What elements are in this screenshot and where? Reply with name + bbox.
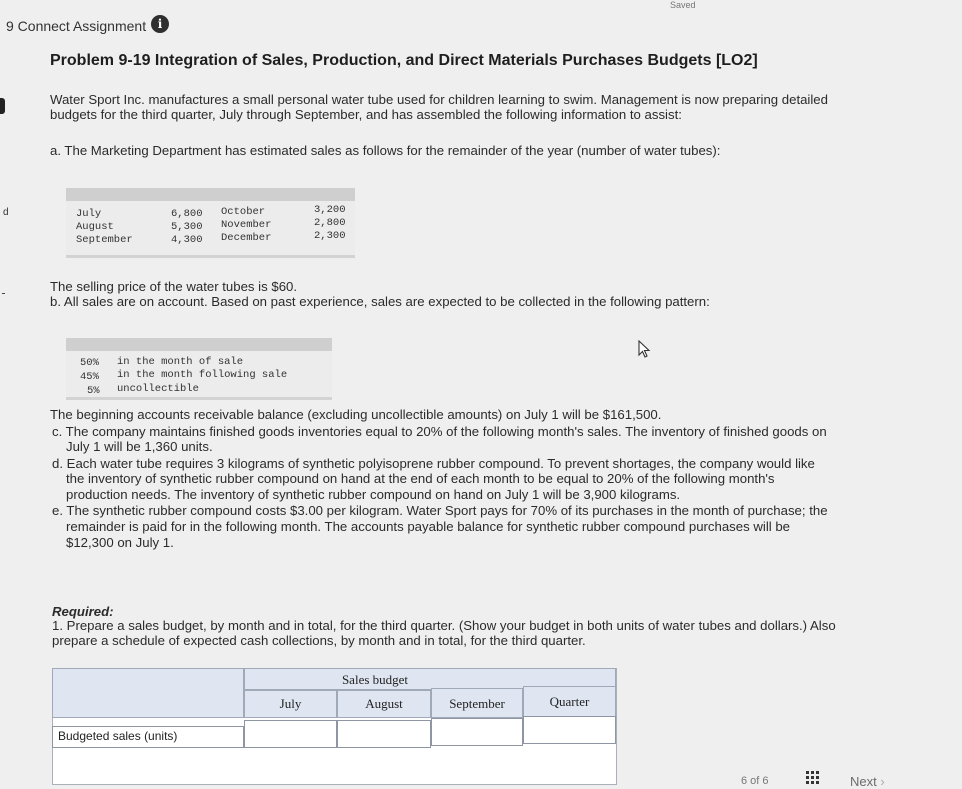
month-label: August: [76, 221, 114, 233]
next-button[interactable]: [850, 774, 885, 789]
unit-value: 6,800: [171, 208, 203, 220]
collection-description: uncollectible: [117, 383, 199, 395]
row-label-budgeted-sales-units: Budgeted sales (units): [52, 726, 244, 748]
column-header-july: July: [244, 690, 337, 718]
mouse-cursor-icon: [637, 340, 653, 360]
selling-price-text: The selling price of the water tubes is $60.: [50, 279, 298, 294]
left-edge-marker: [0, 98, 5, 114]
month-label: October: [221, 206, 266, 218]
info-icon[interactable]: i: [151, 15, 169, 33]
month-label: September: [76, 234, 133, 246]
required-text: 1. Prepare a sales budget, by month and in total, for the third quarter. (Show your budget in both units of water tubes and dollars.) Also: [52, 618, 836, 633]
intro-text-line1: Water Sport Inc. manufactures a small personal water tube used for children learning to swim. Management is now preparing detailed: [50, 92, 828, 107]
problem-title: Problem 9-19 Integration of Sales, Production, and Direct Materials Purchases Budgets [LO2]: [50, 52, 758, 69]
item-c-text: c. The company maintains finished goods inventories equal to 20% of the following month's sales. The inventory of finished goods on: [52, 424, 827, 439]
unit-value: 2,800: [314, 217, 346, 229]
month-label: July: [76, 208, 102, 220]
item-a-text: a. The Marketing Department has estimated sales as follows for the remainder of the year (number of water tubes):: [50, 143, 721, 158]
collection-percent: 5%: [87, 385, 100, 397]
column-header-september: September: [431, 688, 523, 718]
column-header-quarter: Quarter: [523, 686, 616, 718]
ar-balance-text: The beginning accounts receivable balance (excluding uncollectible amounts) on July 1 will be $161,500.: [50, 407, 662, 422]
item-e-text: $12,300 on July 1.: [66, 535, 174, 550]
september-units-input[interactable]: [431, 718, 523, 746]
item-e-text: remainder is paid for in the following month. The accounts payable balance for synthetic rubber compound purchases will be: [66, 519, 791, 534]
left-edge-letter: d: [3, 207, 9, 218]
budget-header-blank: [52, 668, 244, 718]
collection-table-header: [66, 338, 332, 351]
august-units-input[interactable]: [337, 720, 431, 748]
unit-value: 2,300: [314, 230, 346, 242]
saved-status: Saved: [670, 0, 696, 10]
sales-budget-title: Sales budget: [244, 668, 616, 690]
page-indicator: 6 of 6: [741, 775, 769, 787]
item-d-text: production needs. The inventory of synthetic rubber compound on hand on July 1 will be 3,900 kilograms.: [66, 487, 681, 502]
item-d-text: the inventory of synthetic rubber compound on hand at the end of each month to be equal to 20% of the following month's: [66, 471, 775, 486]
assignment-title: 9 Connect Assignment: [6, 18, 147, 34]
july-units-input[interactable]: [244, 720, 337, 748]
quarter-units-cell[interactable]: [523, 716, 616, 744]
sales-estimate-table: [66, 188, 355, 258]
item-b-text: b. All sales are on account. Based on past experience, sales are expected to be collected in the following pattern:: [50, 294, 710, 309]
top-bar: [0, 0, 962, 40]
month-label: December: [221, 232, 272, 244]
sales-table-header: [66, 188, 355, 201]
collection-description: in the month following sale: [117, 369, 288, 381]
next-label: Next: [850, 774, 877, 789]
intro-text-line2: budgets for the third quarter, July through September, and has assembled the following information to assist:: [50, 107, 682, 122]
left-edge-tick: [2, 293, 5, 294]
month-label: November: [221, 219, 272, 231]
collection-description: in the month of sale: [117, 356, 244, 368]
column-header-august: August: [337, 690, 431, 718]
item-d-text: d. Each water tube requires 3 kilograms of synthetic polyisoprene rubber compound. To prevent shortages, the company would like: [52, 456, 815, 471]
collection-pattern-table: [66, 338, 332, 400]
unit-value: 3,200: [314, 204, 346, 216]
required-label: Required:: [52, 604, 114, 619]
required-text: prepare a schedule of expected cash collections, by month and in total, for the third quarter.: [52, 633, 586, 648]
sales-table-footer: [66, 255, 355, 258]
item-c-text: July 1 will be 1,360 units.: [66, 439, 213, 454]
sales-budget-table: [52, 668, 617, 785]
item-e-text: e. The synthetic rubber compound costs $3.00 per kilogram. Water Sport pays for 70% of its purchases in the month of purchase; the: [52, 503, 828, 518]
grid-icon[interactable]: [806, 771, 819, 784]
chevron-right-icon: ›: [880, 774, 885, 789]
unit-value: 4,300: [171, 234, 203, 246]
collection-percent: 50%: [80, 357, 99, 369]
collection-percent: 45%: [80, 371, 99, 383]
unit-value: 5,300: [171, 221, 203, 233]
collection-table-footer: [66, 397, 332, 400]
